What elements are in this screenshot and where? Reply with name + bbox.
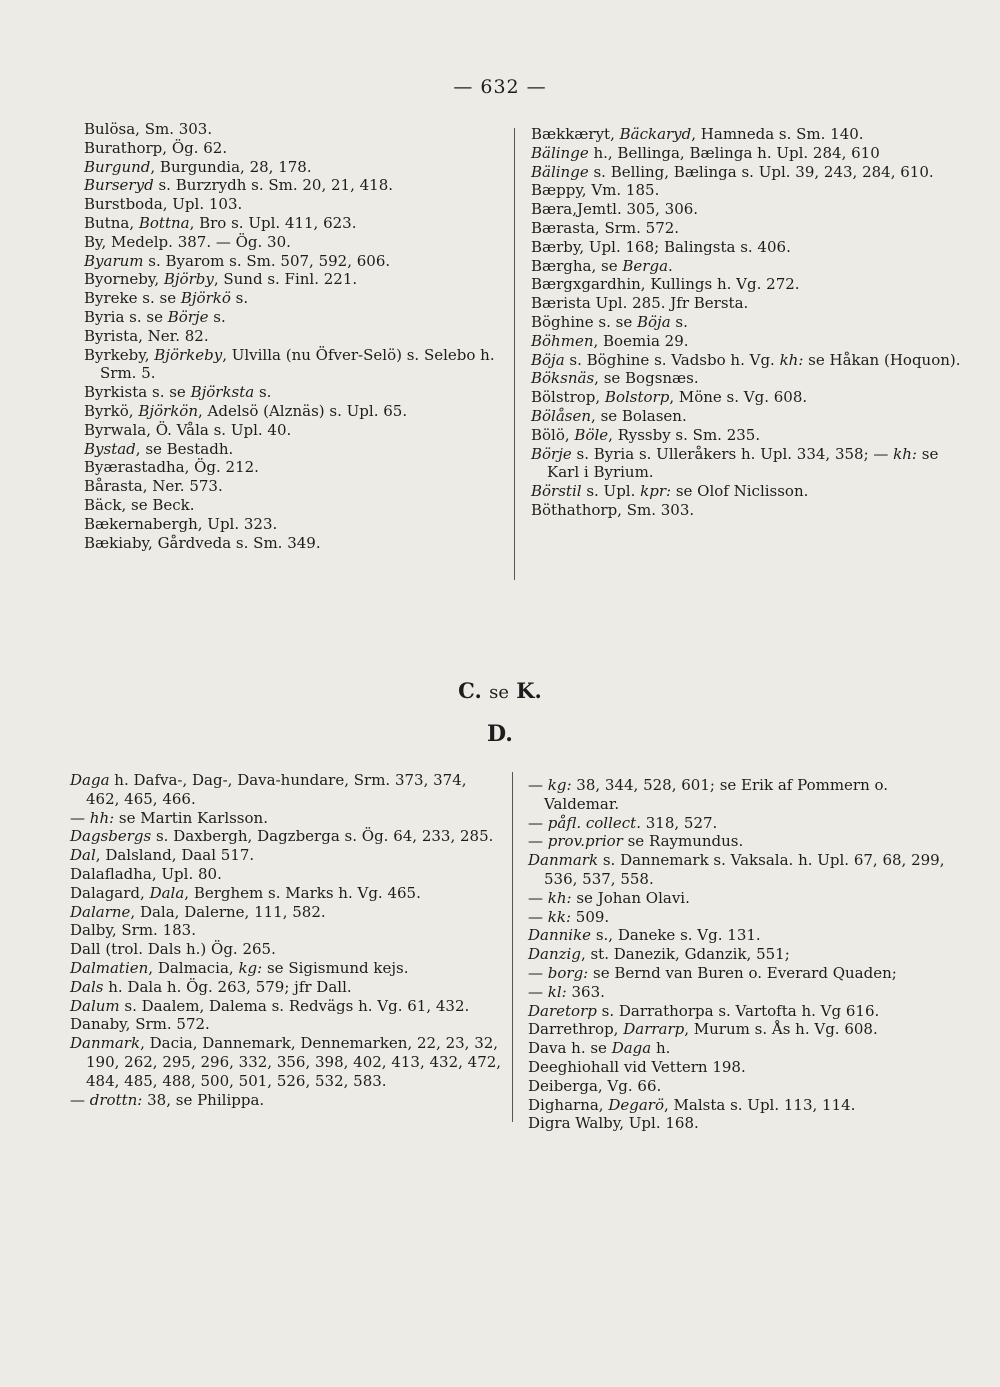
index-entry: Börstil s. Upl. kpr: se Olof Niclisson.: [531, 482, 809, 501]
index-entry: Böthathorp, Sm. 303.: [531, 500, 695, 519]
index-entry: Byrwala, Ö. Våla s. Upl. 40.: [84, 420, 292, 439]
index-entry: Byreke s. se Björkö s.: [84, 289, 249, 308]
index-entry: Bærgha, se Berga.: [531, 256, 673, 275]
index-entry: Dalby, Srm. 183.: [70, 921, 196, 940]
index-entry: Bölstrop, Bolstorp, Möne s. Vg. 608.: [531, 388, 808, 407]
index-entry: Bæra,Jemtl. 305, 306.: [531, 200, 699, 219]
index-entry: Digra Walby, Upl. 168.: [528, 1114, 699, 1133]
index-entry: Bälinge s. Belling, Bælinga s. Upl. 39, 243, 284, 610.: [531, 162, 934, 181]
index-entry: Böja s. Böghine s. Vadsbo h. Vg. kh: se Håkan (Hoquon).: [531, 350, 961, 369]
index-entry: — drottn: 38, se Philippa.: [70, 1090, 265, 1109]
index-entry: Burstboda, Upl. 103.: [84, 195, 243, 214]
index-entry: Bälinge h., Bellinga, Bælinga h. Upl. 284, 610: [531, 143, 880, 162]
index-entry: Digharna, Degarö, Malsta s. Upl. 113, 114.: [528, 1095, 856, 1114]
index-entry: — kh: se Johan Olavi.: [528, 888, 690, 907]
index-entry: Bærista Upl. 285. Jfr Bersta.: [531, 294, 749, 313]
index-entry: Bækernabergh, Upl. 323.: [84, 514, 278, 533]
index-entry: Bærby, Upl. 168; Balingsta s. 406.: [531, 237, 791, 256]
index-entry: Dalmatien, Dalmacia, kg: se Sigismund kejs.: [70, 958, 409, 977]
index-entry: Böksnäs, se Bogsnæs.: [531, 369, 699, 388]
column-divider: [512, 772, 513, 1122]
page-number: — 632 —: [453, 76, 547, 98]
section-heading-d: D.: [487, 721, 513, 747]
index-entry: Danaby, Srm. 572.: [70, 1015, 210, 1034]
index-entry: Byarum s. Byarom s. Sm. 507, 592, 606.: [84, 251, 391, 270]
index-entry: — påfl. collect. 318, 527.: [528, 813, 718, 832]
index-entry: Deeghiohall vid Vettern 198.: [528, 1057, 746, 1076]
index-entry: Dall (trol. Dals h.) Ög. 265.: [70, 940, 276, 959]
index-entry: — kg: 38, 344, 528, 601; se Erik af Pommern o. Valdemar.: [528, 776, 889, 813]
index-entry: Bæppy, Vm. 185.: [531, 181, 660, 200]
index-entry: Bårasta, Ner. 573.: [84, 477, 223, 496]
index-entry: Böghine s. se Böja s.: [531, 312, 688, 331]
index-entry: Byrkista s. se Björksta s.: [84, 383, 272, 402]
index-column-d-right: [528, 776, 963, 1133]
index-entry: Butna, Bottna, Bro s. Upl. 411, 623.: [84, 213, 357, 232]
column-divider: [514, 128, 515, 580]
index-column-b-left: [84, 120, 510, 552]
index-entry: Dava h. se Daga h.: [528, 1039, 671, 1058]
index-entry: Bærasta, Srm. 572.: [531, 218, 680, 237]
index-column-b-right: [531, 125, 966, 520]
index-entry: Bäck, se Beck.: [84, 495, 195, 514]
index-entry: Bulösa, Sm. 303.: [84, 120, 213, 138]
index-entry: Danmark s. Dannemark s. Vaksala. h. Upl. 67, 68, 299, 536, 537, 558.: [528, 851, 945, 888]
index-entry: Dals h. Dala h. Ög. 263, 579; jfr Dall.: [70, 977, 352, 996]
index-entry: Dal, Dalsland, Daal 517.: [70, 846, 255, 865]
heading-k: K.: [516, 678, 542, 703]
index-entry: Dalarne, Dala, Dalerne, 111, 582.: [70, 902, 326, 921]
index-entry: Bystad, se Bestadh.: [84, 439, 234, 458]
index-entry: — kk: 509.: [528, 907, 610, 926]
index-entry: Darrethrop, Darrarp, Murum s. Ås h. Vg. 608.: [528, 1020, 878, 1039]
index-entry: Bölö, Böle, Ryssby s. Sm. 235.: [531, 425, 761, 444]
index-entry: Dalafladha, Upl. 80.: [70, 864, 222, 883]
index-entry: By, Medelp. 387. — Ög. 30.: [84, 232, 291, 251]
index-entry: Börje s. Byria s. Ulleråkers h. Upl. 334, 358; — kh: se Karl i Byrium.: [531, 444, 939, 482]
index-entry: Deiberga, Vg. 66.: [528, 1076, 662, 1095]
index-entry: Burathorp, Ög. 62.: [84, 138, 228, 157]
index-entry: Dalum s. Daalem, Dalema s. Redvägs h. Vg. 61, 432.: [70, 996, 470, 1015]
index-entry: — hh: se Martin Karlsson.: [70, 808, 268, 827]
index-entry: Byria s. se Börje s.: [84, 307, 226, 326]
index-column-d-left: [70, 771, 504, 1109]
index-entry: — kl: 363.: [528, 982, 605, 1001]
index-entry: Byrista, Ner. 82.: [84, 326, 209, 345]
index-entry: Dagsbergs s. Daxbergh, Dagzberga s. Ög. 64, 233, 285.: [70, 827, 494, 846]
index-entry: — borg: se Bernd van Buren o. Everard Quaden;: [528, 963, 897, 982]
index-entry: Dannike s., Daneke s. Vg. 131.: [528, 926, 761, 945]
index-entry: Böhmen, Boemia 29.: [531, 331, 689, 350]
index-entry: Dalagard, Dala, Berghem s. Marks h. Vg. 465.: [70, 883, 421, 902]
index-entry: Bækiaby, Gårdveda s. Sm. 349.: [84, 533, 321, 552]
index-entry: Daretorp s. Darrathorpa s. Vartofta h. Vg 616.: [528, 1001, 880, 1020]
index-entry: Bölåsen, se Bolasen.: [531, 406, 687, 425]
index-entry: Byrkö, Björkön, Adelsö (Alznäs) s. Upl. 65.: [84, 401, 408, 420]
index-entry: Byærastadha, Ög. 212.: [84, 458, 259, 477]
index-entry: Danmark, Dacia, Dannemark, Dennemarken, 22, 23, 32, 190, 262, 295, 296, 332, 356, 398, 402, 413, 432, 472, 484, 485, 488, 500, 501, 526, 532, 583.: [70, 1034, 502, 1090]
index-entry: Byorneby, Björby, Sund s. Finl. 221.: [84, 270, 358, 289]
index-entry: Daga h. Dafva-, Dag-, Dava-hundare, Srm. 373, 374, 462, 465, 466.: [70, 771, 467, 808]
section-heading-c-se-k: [0, 678, 1000, 703]
index-entry: Byrkeby, Björkeby, Ulvilla (nu Öfver-Selö) s. Selebo h. Srm. 5.: [84, 345, 495, 383]
heading-c: C.: [458, 678, 482, 703]
index-entry: Burgund, Burgundia, 28, 178.: [84, 157, 312, 176]
heading-se: se: [489, 682, 509, 703]
index-entry: Burseryd s. Burzrydh s. Sm. 20, 21, 418.: [84, 176, 394, 195]
index-entry: Danzig, st. Danezik, Gdanzik, 551;: [528, 945, 790, 964]
index-entry: Bækkæryt, Bäckaryd, Hamneda s. Sm. 140.: [531, 125, 864, 143]
index-entry: Bærgxgardhin, Kullings h. Vg. 272.: [531, 275, 800, 294]
index-entry: — prov.prior se Raymundus.: [528, 832, 744, 851]
